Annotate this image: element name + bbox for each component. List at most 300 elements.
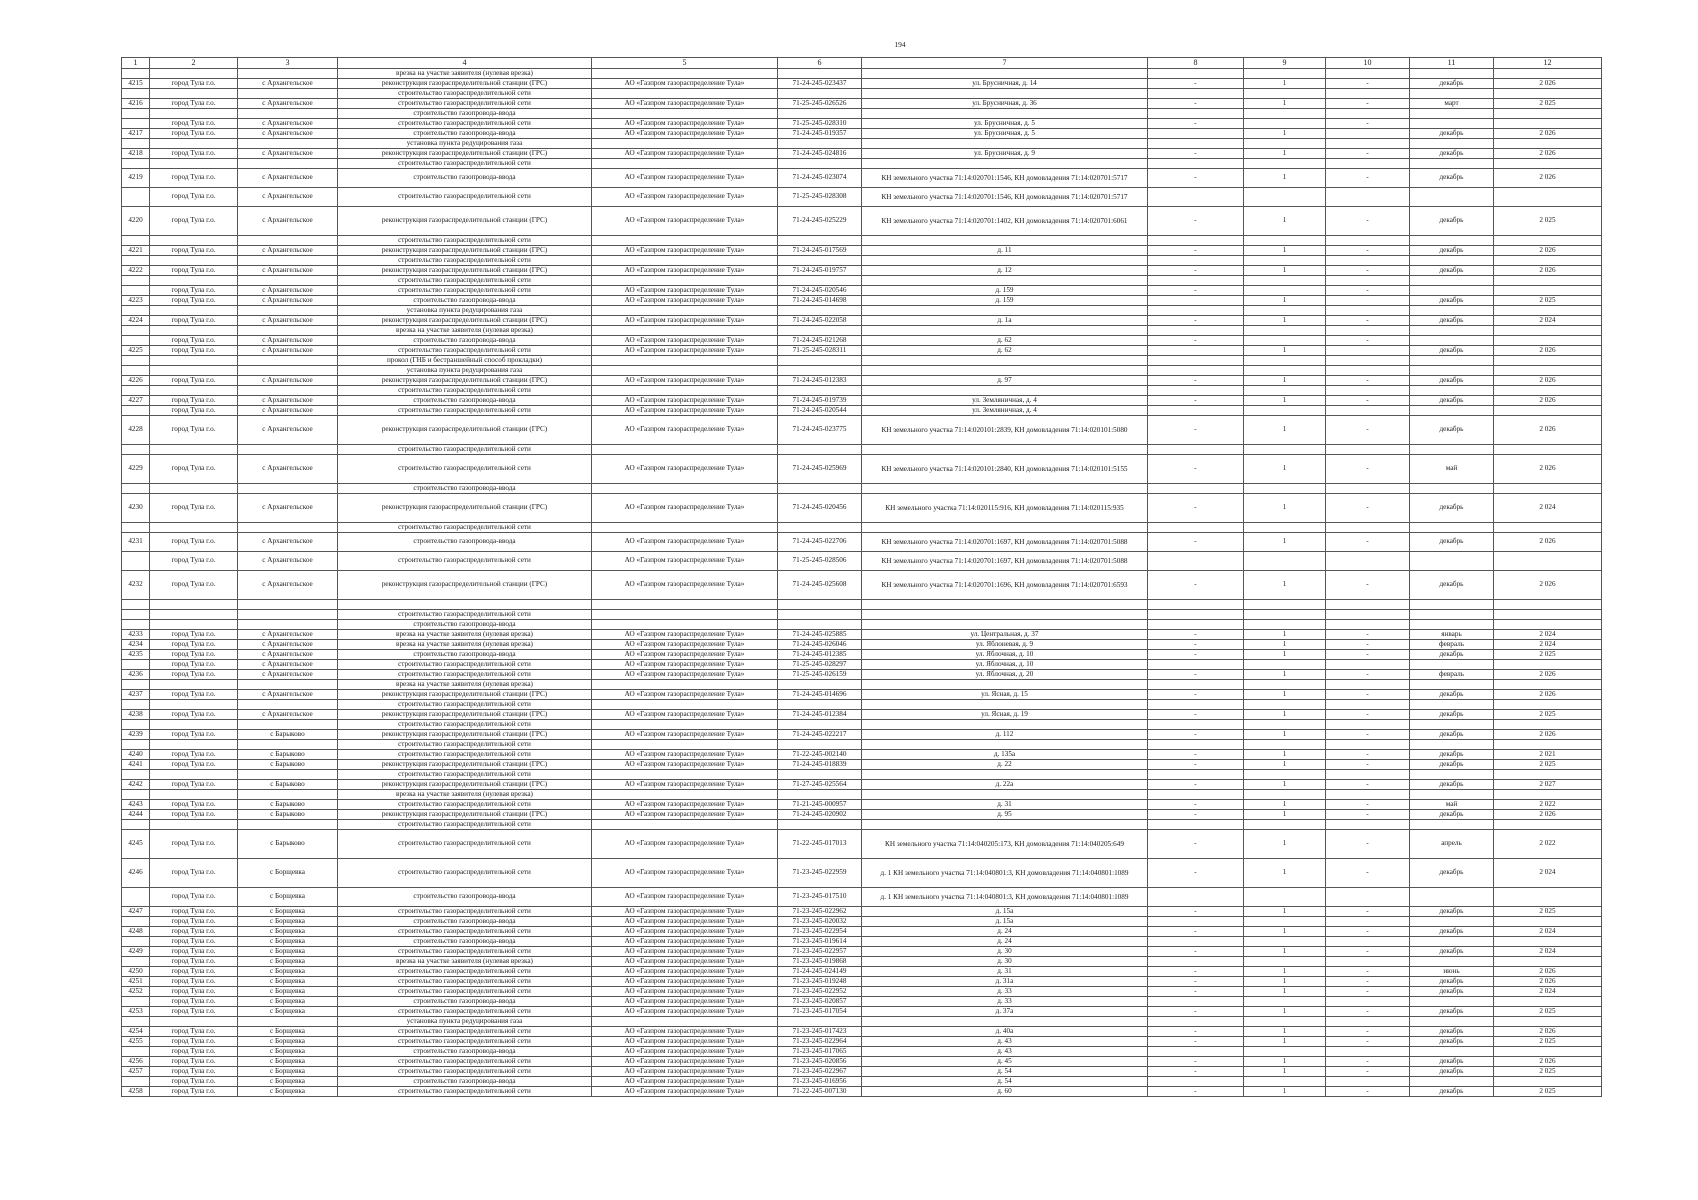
organization-cell: [592, 484, 778, 494]
municipality-cell: [150, 790, 238, 800]
settlement-cell: [238, 276, 338, 286]
table-row: [122, 820, 1602, 830]
column-8-cell: [1148, 346, 1244, 356]
column-10-cell: -: [1326, 455, 1410, 484]
column-8-cell: -: [1148, 977, 1244, 987]
address-cell: ул. Яблочная, д. 10: [862, 650, 1148, 660]
year-cell: [1494, 484, 1602, 494]
table-row: [122, 386, 1602, 396]
table-row: [122, 830, 1602, 859]
request-number-cell: 71-24-245-025608: [778, 571, 862, 600]
year-cell: [1494, 888, 1602, 907]
year-cell: 2 024: [1494, 630, 1602, 640]
count-cell: [1244, 680, 1326, 690]
count-cell: [1244, 720, 1326, 730]
work-type-cell: строительство газораспределительной сети: [338, 750, 592, 760]
count-cell: 1: [1244, 494, 1326, 523]
count-cell: 1: [1244, 859, 1326, 888]
address-cell: КН земельного участка 71:14:020701:1402, КН домовладения 71:14:020701:6061: [862, 207, 1148, 236]
month-cell: май: [1410, 800, 1494, 810]
request-number-cell: 71-23-245-017510: [778, 888, 862, 907]
request-number-cell: 71-23-245-022952: [778, 987, 862, 997]
count-cell: [1244, 820, 1326, 830]
work-type-cell: строительство газораспределительной сети: [338, 188, 592, 207]
year-cell: 2 025: [1494, 907, 1602, 917]
municipality-cell: город Тула г.о.: [150, 987, 238, 997]
year-cell: 2 026: [1494, 571, 1602, 600]
month-cell: июнь: [1410, 967, 1494, 977]
settlement-cell: с Архангельское: [238, 286, 338, 296]
organization-cell: АО «Газпром газораспределение Тула»: [592, 859, 778, 888]
count-cell: 1: [1244, 1087, 1326, 1097]
column-10-cell: -: [1326, 750, 1410, 760]
month-cell: [1410, 937, 1494, 947]
address-cell: ул. Яблочная, д. 20: [862, 670, 1148, 680]
column-10-cell: [1326, 660, 1410, 670]
column-8-cell: [1148, 552, 1244, 571]
count-cell: 1: [1244, 246, 1326, 256]
column-8-cell: [1148, 129, 1244, 139]
request-number-cell: 71-25-245-028310: [778, 119, 862, 129]
organization-cell: [592, 700, 778, 710]
count-cell: [1244, 326, 1326, 336]
month-cell: [1410, 770, 1494, 780]
month-cell: декабрь: [1410, 650, 1494, 660]
organization-cell: АО «Газпром газораспределение Тула»: [592, 79, 778, 89]
row-number-cell: [122, 937, 150, 947]
work-type-cell: строительство газопровода-ввода: [338, 109, 592, 119]
request-number-cell: 71-24-245-020456: [778, 494, 862, 523]
column-10-cell: [1326, 740, 1410, 750]
request-number-cell: [778, 620, 862, 630]
municipality-cell: город Тула г.о.: [150, 494, 238, 523]
organization-cell: [592, 276, 778, 286]
table-row: [122, 89, 1602, 99]
table-row: [122, 640, 1602, 650]
organization-cell: [592, 620, 778, 630]
table-row: [122, 700, 1602, 710]
request-number-cell: [778, 600, 862, 610]
work-type-cell: строительство газораспределительной сети: [338, 276, 592, 286]
count-cell: [1244, 366, 1326, 376]
settlement-cell: [238, 139, 338, 149]
work-type-cell: реконструкция газораспределительной станции (ГРС): [338, 207, 592, 236]
municipality-cell: город Тула г.о.: [150, 730, 238, 740]
request-number-cell: 71-23-245-022954: [778, 927, 862, 937]
table-row: [122, 69, 1602, 79]
column-10-cell: [1326, 1047, 1410, 1057]
table-row: [122, 286, 1602, 296]
row-number-cell: [122, 660, 150, 670]
column-10-cell: [1326, 69, 1410, 79]
table-row: [122, 740, 1602, 750]
address-cell: ул. Ясная, д. 19: [862, 710, 1148, 720]
work-type-cell: строительство газораспределительной сети: [338, 720, 592, 730]
settlement-cell: с Архангельское: [238, 571, 338, 600]
month-cell: март: [1410, 99, 1494, 109]
work-type-cell: установка пункта редуцирования газа: [338, 1017, 592, 1027]
month-cell: [1410, 552, 1494, 571]
request-number-cell: 71-24-245-024149: [778, 967, 862, 977]
address-cell: д. 43: [862, 1037, 1148, 1047]
organization-cell: АО «Газпром газораспределение Тула»: [592, 494, 778, 523]
year-cell: 2 026: [1494, 1027, 1602, 1037]
work-type-cell: реконструкция газораспределительной станции (ГРС): [338, 780, 592, 790]
settlement-cell: с Борщевка: [238, 937, 338, 947]
work-type-cell: врезка на участке заявителя (нулевая врезка): [338, 326, 592, 336]
month-cell: [1410, 660, 1494, 670]
address-cell: [862, 523, 1148, 533]
row-number-cell: [122, 119, 150, 129]
row-number-cell: 4255: [122, 1037, 150, 1047]
column-10-cell: -: [1326, 630, 1410, 640]
table-row: [122, 207, 1602, 236]
row-number-cell: [122, 957, 150, 967]
year-cell: 2 025: [1494, 296, 1602, 306]
count-cell: [1244, 1077, 1326, 1087]
municipality-cell: [150, 600, 238, 610]
table-row: [122, 356, 1602, 366]
request-number-cell: 71-24-245-019757: [778, 266, 862, 276]
settlement-cell: с Барыково: [238, 760, 338, 770]
month-cell: декабрь: [1410, 169, 1494, 188]
municipality-cell: город Тула г.о.: [150, 188, 238, 207]
month-cell: [1410, 159, 1494, 169]
municipality-cell: город Тула г.о.: [150, 957, 238, 967]
column-10-cell: [1326, 406, 1410, 416]
column-10-cell: [1326, 89, 1410, 99]
register-table-wrapper: [121, 57, 1581, 1097]
count-cell: 1: [1244, 149, 1326, 159]
column-8-cell: [1148, 1017, 1244, 1027]
row-number-cell: 4258: [122, 1087, 150, 1097]
settlement-cell: с Барыково: [238, 750, 338, 760]
month-cell: декабрь: [1410, 710, 1494, 720]
work-type-cell: прокол (ГНБ и бестраншейный способ прокладки): [338, 356, 592, 366]
municipality-cell: город Тула г.о.: [150, 690, 238, 700]
count-cell: [1244, 1017, 1326, 1027]
row-number-cell: [122, 917, 150, 927]
request-number-cell: 71-22-245-007130: [778, 1087, 862, 1097]
municipality-cell: [150, 386, 238, 396]
address-cell: д. 95: [862, 810, 1148, 820]
row-number-cell: [122, 406, 150, 416]
municipality-cell: город Тула г.о.: [150, 977, 238, 987]
row-number-cell: 4247: [122, 907, 150, 917]
column-8-cell: [1148, 790, 1244, 800]
column-10-cell: -: [1326, 336, 1410, 346]
address-cell: [862, 326, 1148, 336]
month-cell: [1410, 620, 1494, 630]
organization-cell: АО «Газпром газораспределение Тула»: [592, 316, 778, 326]
address-cell: д. 40а: [862, 1027, 1148, 1037]
table-row: [122, 346, 1602, 356]
year-cell: 2 025: [1494, 1067, 1602, 1077]
request-number-cell: 71-24-245-022706: [778, 533, 862, 552]
row-number-cell: [122, 610, 150, 620]
work-type-cell: строительство газораспределительной сети: [338, 552, 592, 571]
work-type-cell: строительство газопровода-ввода: [338, 533, 592, 552]
column-8-cell: -: [1148, 336, 1244, 346]
month-cell: декабрь: [1410, 533, 1494, 552]
count-cell: 1: [1244, 416, 1326, 445]
column-10-cell: -: [1326, 1057, 1410, 1067]
row-number-cell: 4252: [122, 987, 150, 997]
count-cell: 1: [1244, 780, 1326, 790]
municipality-cell: [150, 700, 238, 710]
organization-cell: АО «Газпром газораспределение Тула»: [592, 169, 778, 188]
column-10-cell: -: [1326, 760, 1410, 770]
year-cell: 2 026: [1494, 810, 1602, 820]
column-10-cell: [1326, 296, 1410, 306]
column-number-header-row: [122, 58, 1602, 69]
column-10-cell: [1326, 937, 1410, 947]
count-cell: 1: [1244, 710, 1326, 720]
year-cell: [1494, 1047, 1602, 1057]
work-type-cell: строительство газопровода-ввода: [338, 336, 592, 346]
organization-cell: [592, 445, 778, 455]
column-8-cell: [1148, 700, 1244, 710]
row-number-cell: [122, 790, 150, 800]
year-cell: [1494, 680, 1602, 690]
municipality-cell: [150, 1017, 238, 1027]
row-number-cell: 4238: [122, 710, 150, 720]
organization-cell: [592, 236, 778, 246]
organization-cell: АО «Газпром газораспределение Тула»: [592, 660, 778, 670]
table-row: [122, 552, 1602, 571]
address-cell: [862, 740, 1148, 750]
work-type-cell: строительство газораспределительной сети: [338, 670, 592, 680]
column-10-cell: -: [1326, 730, 1410, 740]
address-cell: [862, 820, 1148, 830]
row-number-cell: [122, 740, 150, 750]
work-type-cell: врезка на участке заявителя (нулевая врезка): [338, 957, 592, 967]
table-row: [122, 967, 1602, 977]
table-row: [122, 790, 1602, 800]
year-cell: [1494, 188, 1602, 207]
request-number-cell: [778, 109, 862, 119]
column-10-cell: -: [1326, 1027, 1410, 1037]
column-10-cell: -: [1326, 169, 1410, 188]
column-8-cell: [1148, 917, 1244, 927]
settlement-cell: [238, 89, 338, 99]
address-cell: д. 159: [862, 286, 1148, 296]
settlement-cell: с Борщевка: [238, 927, 338, 937]
month-cell: декабрь: [1410, 1087, 1494, 1097]
column-10-cell: [1326, 109, 1410, 119]
work-type-cell: строительство газораспределительной сети: [338, 830, 592, 859]
request-number-cell: [778, 820, 862, 830]
column-8-cell: [1148, 523, 1244, 533]
request-number-cell: [778, 770, 862, 780]
row-number-cell: [122, 552, 150, 571]
column-8-cell: -: [1148, 533, 1244, 552]
month-cell: [1410, 957, 1494, 967]
row-number-cell: 4245: [122, 830, 150, 859]
work-type-cell: реконструкция газораспределительной станции (ГРС): [338, 376, 592, 386]
column-header: 11: [1410, 58, 1494, 69]
column-8-cell: -: [1148, 416, 1244, 445]
month-cell: [1410, 119, 1494, 129]
request-number-cell: 71-25-245-028311: [778, 346, 862, 356]
request-number-cell: 71-24-245-025229: [778, 207, 862, 236]
year-cell: 2 026: [1494, 346, 1602, 356]
organization-cell: [592, 523, 778, 533]
organization-cell: [592, 256, 778, 266]
municipality-cell: [150, 445, 238, 455]
municipality-cell: город Тула г.о.: [150, 1087, 238, 1097]
count-cell: [1244, 306, 1326, 316]
column-10-cell: -: [1326, 266, 1410, 276]
municipality-cell: город Тула г.о.: [150, 1047, 238, 1057]
address-cell: д. 45: [862, 1057, 1148, 1067]
address-cell: д. 43: [862, 1047, 1148, 1057]
organization-cell: АО «Газпром газораспределение Тула»: [592, 640, 778, 650]
request-number-cell: 71-23-245-022957: [778, 947, 862, 957]
request-number-cell: 71-24-245-019357: [778, 129, 862, 139]
organization-cell: АО «Газпром газораспределение Тула»: [592, 917, 778, 927]
column-10-cell: -: [1326, 690, 1410, 700]
year-cell: [1494, 236, 1602, 246]
settlement-cell: с Борщевка: [238, 967, 338, 977]
year-cell: 2 024: [1494, 640, 1602, 650]
column-10-cell: -: [1326, 710, 1410, 720]
row-number-cell: 4249: [122, 947, 150, 957]
year-cell: [1494, 700, 1602, 710]
settlement-cell: с Архангельское: [238, 670, 338, 680]
work-type-cell: строительство газораспределительной сети: [338, 977, 592, 987]
address-cell: КН земельного участка 71:14:020101:2839, КН домовладения 71:14:020101:5080: [862, 416, 1148, 445]
settlement-cell: с Борщевка: [238, 917, 338, 927]
address-cell: [862, 700, 1148, 710]
work-type-cell: строительство газораспределительной сети: [338, 455, 592, 484]
month-cell: декабрь: [1410, 376, 1494, 386]
count-cell: 1: [1244, 907, 1326, 917]
request-number-cell: 71-23-245-020032: [778, 917, 862, 927]
municipality-cell: город Тула г.о.: [150, 1007, 238, 1017]
count-cell: 1: [1244, 376, 1326, 386]
table-row: [122, 236, 1602, 246]
count-cell: [1244, 620, 1326, 630]
month-cell: декабрь: [1410, 207, 1494, 236]
address-cell: д. 31: [862, 967, 1148, 977]
month-cell: [1410, 720, 1494, 730]
month-cell: [1410, 109, 1494, 119]
organization-cell: [592, 610, 778, 620]
month-cell: май: [1410, 455, 1494, 484]
month-cell: [1410, 445, 1494, 455]
column-8-cell: -: [1148, 830, 1244, 859]
column-10-cell: -: [1326, 316, 1410, 326]
work-type-cell: реконструкция газораспределительной станции (ГРС): [338, 149, 592, 159]
organization-cell: АО «Газпром газораспределение Тула»: [592, 1037, 778, 1047]
count-cell: 1: [1244, 169, 1326, 188]
table-row: [122, 139, 1602, 149]
municipality-cell: город Тула г.о.: [150, 907, 238, 917]
organization-cell: АО «Газпром газораспределение Тула»: [592, 376, 778, 386]
table-row: [122, 376, 1602, 386]
address-cell: [862, 720, 1148, 730]
count-cell: [1244, 610, 1326, 620]
count-cell: [1244, 276, 1326, 286]
row-number-cell: [122, 69, 150, 79]
address-cell: д. 62: [862, 346, 1148, 356]
table-row: [122, 780, 1602, 790]
organization-cell: АО «Газпром газораспределение Тула»: [592, 630, 778, 640]
settlement-cell: [238, 366, 338, 376]
count-cell: [1244, 1047, 1326, 1057]
settlement-cell: с Барыково: [238, 800, 338, 810]
request-number-cell: 71-22-245-017013: [778, 830, 862, 859]
organization-cell: [592, 139, 778, 149]
year-cell: [1494, 552, 1602, 571]
settlement-cell: с Архангельское: [238, 149, 338, 159]
column-8-cell: [1148, 740, 1244, 750]
table-row: [122, 246, 1602, 256]
column-10-cell: [1326, 888, 1410, 907]
year-cell: 2 026: [1494, 967, 1602, 977]
year-cell: [1494, 770, 1602, 780]
address-cell: [862, 680, 1148, 690]
column-10-cell: [1326, 610, 1410, 620]
municipality-cell: [150, 306, 238, 316]
organization-cell: АО «Газпром газораспределение Тула»: [592, 997, 778, 1007]
month-cell: декабрь: [1410, 296, 1494, 306]
count-cell: [1244, 159, 1326, 169]
column-header: 3: [238, 58, 338, 69]
row-number-cell: [122, 997, 150, 1007]
row-number-cell: 4232: [122, 571, 150, 600]
count-cell: [1244, 89, 1326, 99]
organization-cell: АО «Газпром газораспределение Тула»: [592, 730, 778, 740]
organization-cell: АО «Газпром газораспределение Тула»: [592, 1047, 778, 1057]
settlement-cell: с Архангельское: [238, 246, 338, 256]
count-cell: [1244, 69, 1326, 79]
column-8-cell: [1148, 326, 1244, 336]
work-type-cell: врезка на участке заявителя (нулевая врезка): [338, 680, 592, 690]
settlement-cell: с Борщевка: [238, 1007, 338, 1017]
year-cell: 2 026: [1494, 266, 1602, 276]
row-number-cell: [122, 770, 150, 780]
organization-cell: АО «Газпром газораспределение Тула»: [592, 396, 778, 406]
request-number-cell: 71-24-245-026046: [778, 640, 862, 650]
column-8-cell: -: [1148, 780, 1244, 790]
settlement-cell: с Архангельское: [238, 640, 338, 650]
work-type-cell: строительство газопровода-ввода: [338, 1077, 592, 1087]
count-cell: [1244, 236, 1326, 246]
row-number-cell: 4234: [122, 640, 150, 650]
year-cell: 2 026: [1494, 79, 1602, 89]
count-cell: [1244, 386, 1326, 396]
column-8-cell: -: [1148, 650, 1244, 660]
municipality-cell: город Тула г.о.: [150, 888, 238, 907]
table-row: [122, 296, 1602, 306]
work-type-cell: строительство газораспределительной сети: [338, 523, 592, 533]
month-cell: декабрь: [1410, 810, 1494, 820]
column-10-cell: [1326, 236, 1410, 246]
year-cell: [1494, 69, 1602, 79]
count-cell: 1: [1244, 987, 1326, 997]
count-cell: [1244, 523, 1326, 533]
address-cell: д. 24: [862, 927, 1148, 937]
work-type-cell: строительство газораспределительной сети: [338, 800, 592, 810]
count-cell: 1: [1244, 977, 1326, 987]
work-type-cell: реконструкция газораспределительной станции (ГРС): [338, 760, 592, 770]
municipality-cell: город Тула г.о.: [150, 316, 238, 326]
address-cell: [862, 306, 1148, 316]
column-10-cell: [1326, 1017, 1410, 1027]
settlement-cell: [238, 720, 338, 730]
